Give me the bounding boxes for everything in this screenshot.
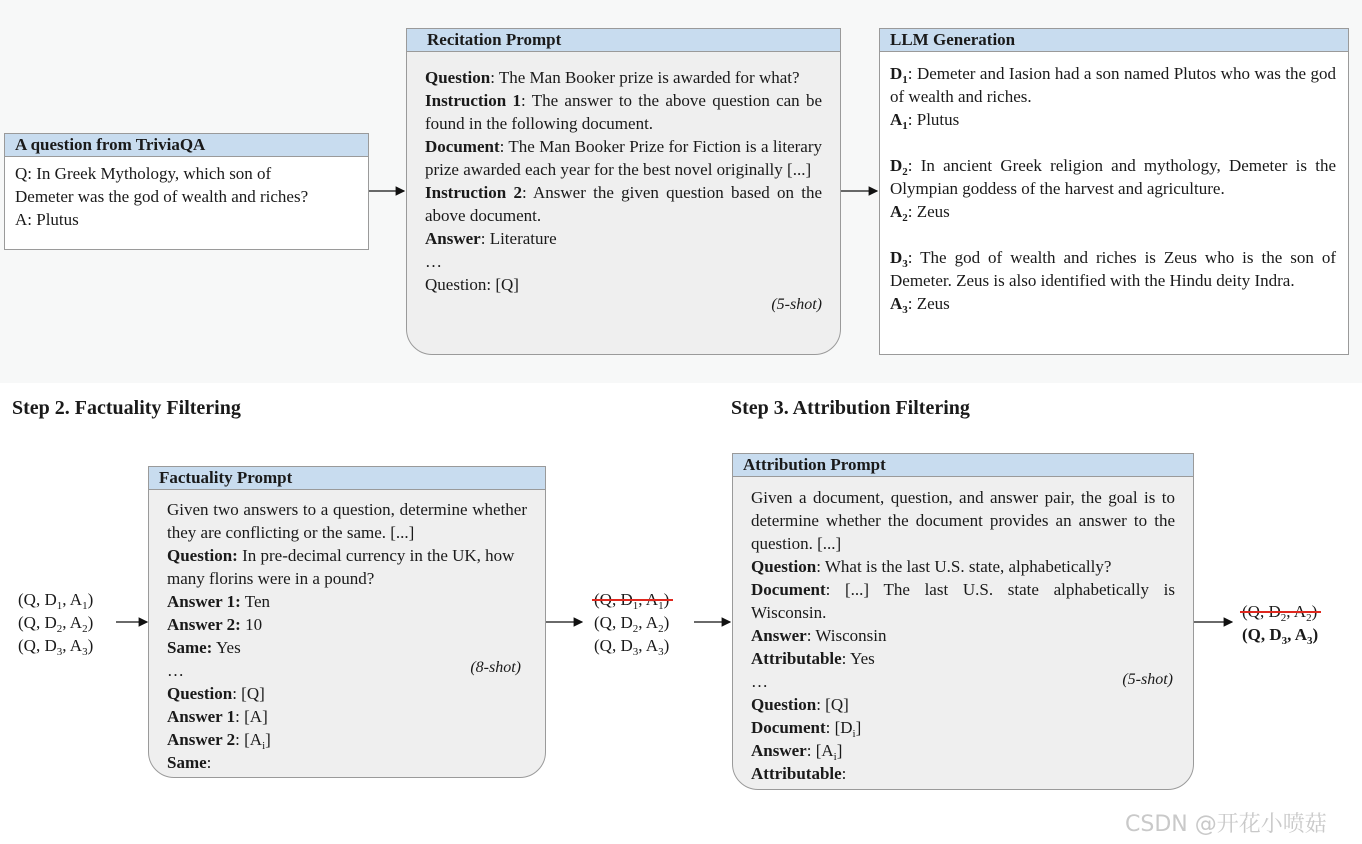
attribution-final-answer: Answer: $[A_i]$ — [751, 741, 843, 763]
step2-title: Step 2. Factuality Filtering — [12, 397, 241, 419]
recitation-instruction-2: Instruction 2: Answer the given question based on the above document. — [425, 183, 823, 225]
attribution-attributable: Attributable: Yes — [751, 649, 875, 668]
attribution-intro: Given a document, question, and answer pair, the goal is to determine whether the document provides an answer to the question. [...] — [751, 488, 1175, 553]
tuple-2-removed: (Q, $D_2$, $A_2$) — [1242, 602, 1318, 624]
recitation-instruction-1: Instruction 1: The answer to the above question can be found in the following document. — [425, 91, 822, 133]
attribution-header: Attribution Prompt — [733, 454, 1193, 477]
tuple-2-kept: (Q, $D_2$, $A_2$) — [594, 613, 670, 635]
filtered-tuples-step2 — [594, 588, 669, 657]
generation-a1: $A_1$: Plutus — [890, 110, 960, 132]
factuality-answer-1: Answer 1: Ten — [167, 592, 271, 611]
recitation-shot-count: (5-shot) — [771, 296, 822, 313]
generation-d2: $D_2$: In ancient Greek religion and mythology, Demeter is the Olympian goddess of the harvest and agriculture. — [890, 156, 1336, 198]
factuality-final-answer-2: Answer 2: $[A_i]$ — [167, 730, 271, 752]
tuple-3: (Q, $D_3$, $A_3$) — [18, 636, 94, 658]
recitation-answer: Answer: Literature — [425, 229, 557, 248]
factuality-final-question: Question: [Q] — [167, 684, 265, 703]
watermark-text: CSDN @开花小喷菇 — [1125, 812, 1327, 837]
trivia-line-1: Q: In Greek Mythology, which son of — [15, 164, 272, 183]
tuple-1: (Q, $D_1$, $A_1$) — [18, 590, 94, 612]
generation-a2: $A_2$: Zeus — [890, 202, 950, 224]
recitation-prompt-box — [406, 28, 841, 355]
attribution-prompt-box — [732, 453, 1194, 790]
trivia-question-box — [4, 133, 369, 250]
generation-d3: $D_3$: The god of wealth and riches is Zeus who is the son of Demeter. Zeus is also identified with the Hindu deity Indra. — [890, 248, 1336, 290]
trivia-header: A question from TriviaQA — [5, 134, 368, 157]
factuality-same: Same: Yes — [167, 638, 241, 657]
factuality-question: Question: In pre-decimal currency in the UK, how many florins were in a pound? — [167, 546, 515, 588]
trivia-line-2: Demeter was the god of wealth and riches? — [15, 187, 309, 206]
trivia-line-3: A: Plutus — [15, 210, 79, 229]
generation-a3: $A_3$: Zeus — [890, 294, 950, 316]
recitation-document: Document: The Man Booker Prize for Fiction is a literary prize awarded each year for the best novel originally [...] — [425, 137, 822, 179]
attribution-document: Document: [...] The last U.S. state alphabetically is Wisconsin. — [751, 580, 1175, 622]
input-tuples — [18, 588, 93, 657]
factuality-final-answer-1: Answer 1: [A] — [167, 707, 268, 726]
factuality-final-same: Same: — [167, 753, 212, 772]
tuple-1-removed: (Q, $D_1$, $A_1$) — [594, 590, 670, 612]
tuple-3-final: (Q, $D_3$, $A_3$) — [1242, 625, 1319, 647]
recitation-question: Question: The Man Booker prize is awarded for what? — [425, 68, 800, 87]
factuality-shot-count: (8-shot) — [470, 659, 521, 676]
factuality-ellipsis: … — [167, 661, 184, 680]
factuality-answer-2: Answer 2: 10 — [167, 615, 263, 634]
tuple-3-kept: (Q, $D_3$, $A_3$) — [594, 636, 670, 658]
generation-d1: $D_1$: Demeter and Iasion had a son named Plutos who was the god of wealth and riches. — [890, 64, 1336, 106]
output-tuples — [1242, 600, 1318, 646]
attribution-final-document: Document: $[D_i]$ — [751, 718, 862, 740]
attribution-shot-count: (5-shot) — [1122, 671, 1173, 688]
llm-generation-box — [879, 28, 1349, 355]
attribution-final-question: Question: [Q] — [751, 695, 849, 714]
factuality-header: Factuality Prompt — [149, 467, 545, 490]
step3-title: Step 3. Attribution Filtering — [731, 397, 970, 419]
recitation-final-question: Question: [Q] — [425, 275, 519, 294]
attribution-question: Question: What is the last U.S. state, alphabetically? — [751, 557, 1112, 576]
attribution-answer: Answer: Wisconsin — [751, 626, 887, 645]
recitation-ellipsis: … — [425, 252, 442, 271]
attribution-final-attributable: Attributable: — [751, 764, 847, 783]
recitation-header: Recitation Prompt — [407, 29, 840, 52]
factuality-prompt-box — [148, 466, 546, 778]
tuple-2: (Q, $D_2$, $A_2$) — [18, 613, 94, 635]
factuality-intro: Given two answers to a question, determine whether they are conflicting or the same. [...] — [167, 500, 527, 542]
attribution-ellipsis: … — [751, 672, 768, 691]
generation-header: LLM Generation — [880, 29, 1348, 52]
